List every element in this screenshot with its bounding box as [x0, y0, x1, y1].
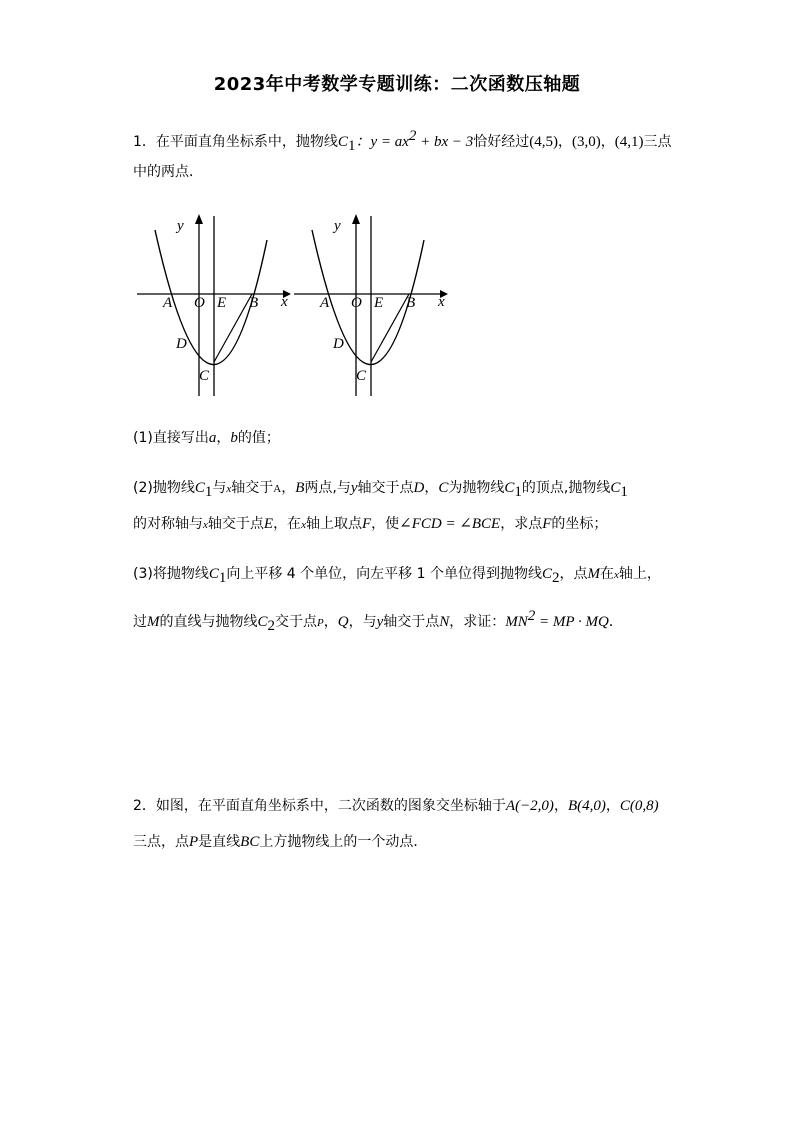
label-o: O — [194, 295, 205, 311]
q1-intro-line2: 中的两点． — [133, 164, 203, 180]
point-c: C(0,8) — [619, 798, 659, 814]
label-o: O — [351, 295, 362, 311]
point-b: B(4,0) — [567, 798, 606, 814]
point-4-1: (4,1) — [614, 134, 644, 150]
label-d: D — [176, 336, 187, 352]
q1-part3-line2: 过M的直线与抛物线$C_2$交于点P，Q，与y轴交于点N，求证：$MN^2$ = MP · MQ． — [133, 608, 623, 634]
y-axis-arrow — [195, 214, 203, 224]
y-axis-arrow — [352, 214, 360, 224]
label-y: y — [177, 218, 184, 234]
q1-equation: ：$y = ax^2$ + bx − 3 — [355, 128, 474, 150]
label-c: C — [356, 368, 367, 384]
q1-intro-line1: 1．在平面直角坐标系中，抛物线$C_1$：$y = ax^2$ + bx − 3恰好经过(4,5)，(3,0)，(4,1)三点 — [133, 128, 672, 154]
q1-part2-line1: (2)抛物线$C_1$与x轴交于A，B两点,与y轴交于点D，C为抛物线$C_1$的顶点,抛物线$C_1$ — [133, 480, 628, 500]
label-d: D — [333, 336, 344, 352]
q1-number: 1． — [133, 134, 156, 150]
q1-part3-line1: (3)将抛物线$C_1$向上平移 4 个单位，向左平移 1 个单位得到抛物线$C_2$，点M在x轴上， — [133, 566, 661, 586]
label-b: B — [249, 295, 259, 311]
angle-equation: ∠FCD = ∠BCE — [399, 516, 501, 532]
label-e: E — [217, 295, 227, 311]
label-x: x — [281, 294, 288, 310]
label-b: B — [406, 295, 416, 311]
label-x: x — [438, 294, 445, 310]
label-a: A — [320, 295, 330, 311]
parabola-graph-left — [133, 210, 293, 400]
page-title: 2023年中考数学专题训练：二次函数压轴题 — [213, 74, 581, 95]
q1-part1: (1)直接写出a，b的值； — [133, 430, 280, 446]
label-e: E — [374, 295, 384, 311]
point-4-5: (4,5) — [529, 134, 559, 150]
label-c: C — [199, 368, 210, 384]
q2-line1: 2．如图，在平面直角坐标系中，二次函数的图象交坐标轴于A(−2,0)，B(4,0)，C(0,8) — [133, 798, 659, 814]
label-a: A — [163, 295, 173, 311]
q1-part2-line2: 的对称轴与x轴交于点E，在x轴上取点F，使∠FCD = ∠BCE，求点F的坐标； — [133, 516, 608, 532]
point-3-0: (3,0) — [572, 134, 601, 150]
parabola-graph-right — [290, 210, 450, 400]
q2-line2: 三点，点P是直线BC上方抛物线上的一个动点． — [133, 834, 428, 850]
label-y: y — [334, 218, 341, 234]
proof-equation: $MN^2$ = MP · MQ — [505, 608, 609, 630]
point-a: A(−2,0) — [505, 798, 554, 814]
